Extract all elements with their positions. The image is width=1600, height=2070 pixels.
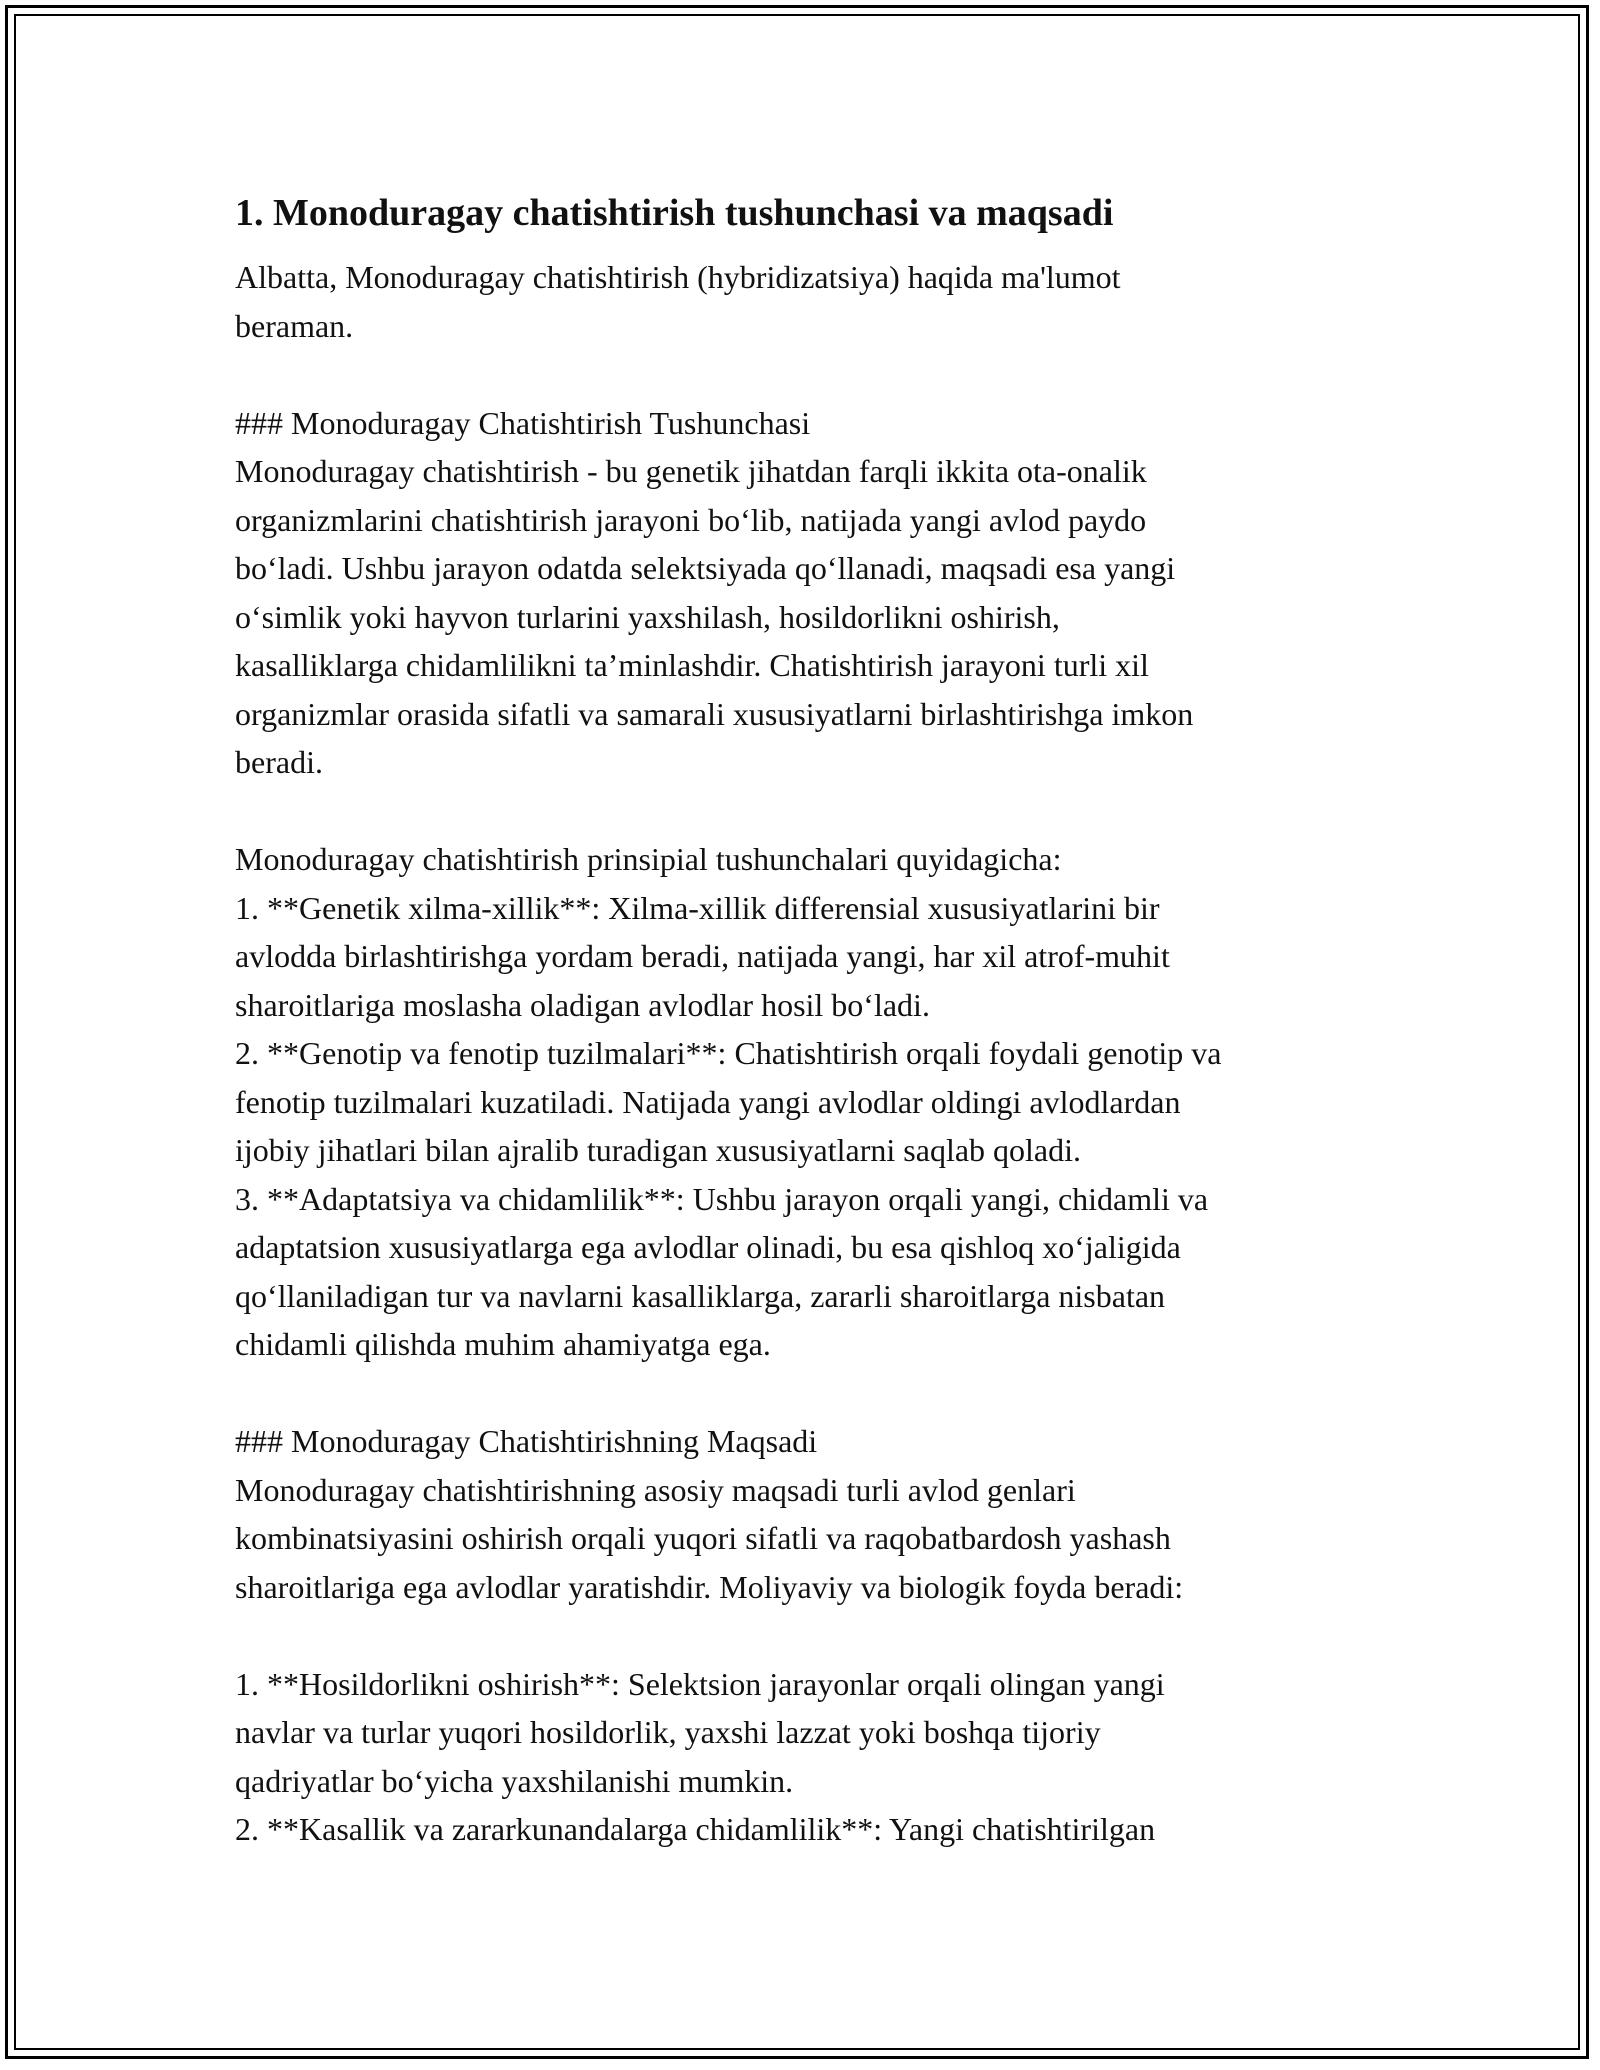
list-intro: Monoduragay chatishtirish prinsipial tushunchalari quyidagicha: (235, 841, 1062, 877)
list-item-line: chidamli qilishda muhim ahamiyatga ega. (235, 1326, 771, 1362)
document-body (235, 185, 1395, 1854)
list-item-line: 1. **Genetik xilma-xillik**: Xilma-xillik differensial xususiyatlarini bir (235, 889, 1160, 926)
list-item-line: navlar va turlar yuqori hosildorlik, yaxshi lazzat yoki boshqa tijoriy (235, 1714, 1101, 1750)
text-line: organizmlar orasida sifatli va samarali xususiyatlarni birlashtirishga imkon (235, 695, 1194, 732)
list-item-line: 3. **Adaptatsiya va chidamlilik**: Ushbu jarayon orqali yangi, chidamli va (235, 1180, 1209, 1217)
text-line: beradi. (235, 744, 323, 780)
blank-line (235, 1369, 1395, 1418)
text-line: oʻsimlik yoki hayvon turlarini yaxshilash, hosildorlikni oshirish, (235, 598, 1060, 635)
list-item-line: qadriyatlar boʻyicha yaxshilanishi mumkin. (235, 1762, 794, 1799)
list-item-line: avlodda birlashtirishga yordam beradi, natijada yangi, har xil atrof-muhit (235, 938, 1170, 974)
list-item-line: ijobiy jihatlari bilan ajralib turadigan xususiyatlarni saqlab qoladi. (235, 1132, 1082, 1168)
text-line: boʻladi. Ushbu jarayon odatda selektsiyada qoʻllanadi, maqsadi esa yangi (235, 550, 1176, 586)
list-item-line: 2. **Genotip va fenotip tuzilmalari**: Chatishtirish orqali foydali genotip va (235, 1035, 1222, 1071)
list-item-line: adaptatsion xususiyatlarga ega avlodlar olinadi, bu esa qishloq xoʻjaligida (235, 1229, 1181, 1265)
text-line: Monoduragay chatishtirishning asosiy maqsadi turli avlod genlari (235, 1471, 1076, 1508)
blank-line (235, 1611, 1395, 1660)
blank-line (235, 350, 1395, 399)
document-title: 1. Monoduragay chatishtirish tushunchasi va maqsadi (235, 192, 1114, 234)
list-item-line: 1. **Hosildorlikni oshirish**: Selektsion jarayonlar orqali olingan yangi (235, 1665, 1165, 1702)
section-heading-maqsadi: ### Monoduragay Chatishtirishning Maqsadi (235, 1423, 818, 1459)
text-line: beraman. (235, 307, 354, 344)
text-line: Albatta, Monoduragay chatishtirish (hybridizatsiya) haqida ma'lumot (235, 259, 1121, 295)
blank-line (235, 787, 1395, 836)
intro-paragraph (235, 253, 1395, 1854)
list-item-line: sharoitlariga moslasha oladigan avlodlar hosil boʻladi. (235, 986, 930, 1023)
text-line: organizmlarini chatishtirish jarayoni boʻlib, natijada yangi avlod paydo (235, 501, 1147, 538)
text-line: kasalliklarga chidamlilikni ta’minlashdir. Chatishtirish jarayoni turli xil (235, 647, 1149, 683)
list-item-line: fenotip tuzilmalari kuzatiladi. Natijada yangi avlodlar oldingi avlodlardan (235, 1083, 1181, 1120)
list-item-line: qoʻllaniladigan tur va navlarni kasalliklarga, zararli sharoitlarga nisbatan (235, 1277, 1166, 1314)
section-heading-tushunchasi: ### Monoduragay Chatishtirish Tushunchasi (235, 404, 811, 441)
text-line: kombinatsiyasini oshirish orqali yuqori sifatli va raqobatbardosh yashash (235, 1520, 1171, 1556)
text-line: Monoduragay chatishtirish - bu genetik jihatdan farqli ikkita ota-onalik (235, 453, 1147, 489)
text-line: sharoitlariga ega avlodlar yaratishdir. Moliyaviy va biologik foyda beradi: (235, 1568, 1184, 1605)
list-item-line: 2. **Kasallik va zararkunandalarga chidamlilik**: Yangi chatishtirilgan (235, 1811, 1156, 1847)
